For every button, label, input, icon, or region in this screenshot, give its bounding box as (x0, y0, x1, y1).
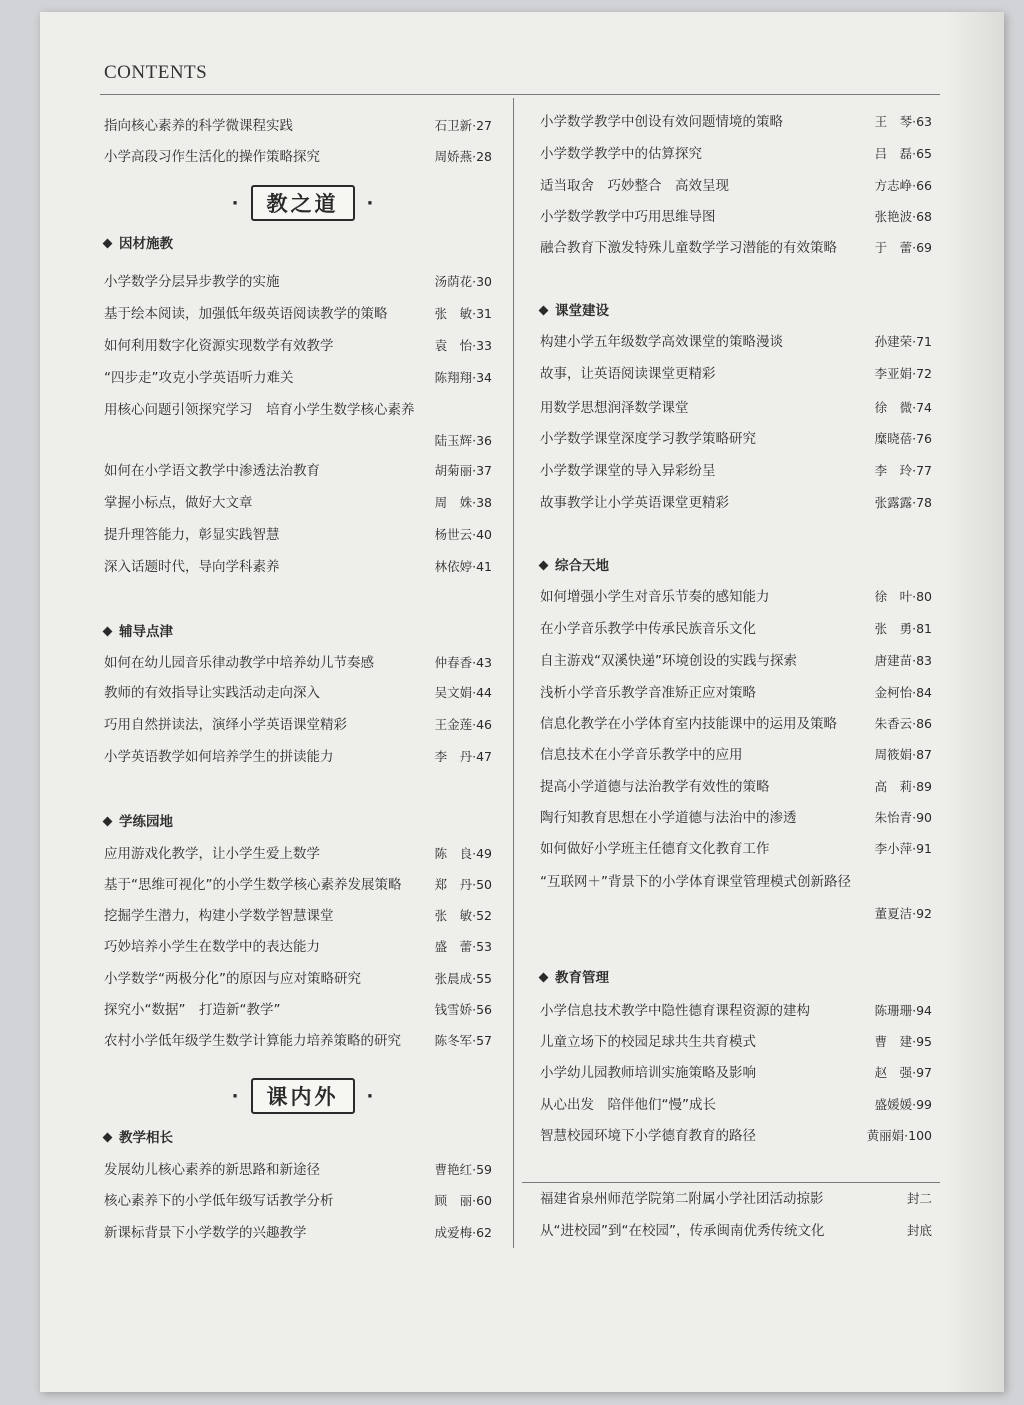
toc-entry[interactable] (540, 1030, 932, 1054)
toc-entry[interactable] (104, 904, 492, 928)
section-heading-label: 辅导点津 (119, 624, 173, 640)
toc-entry-author-page: 陈 良·49 (434, 846, 492, 861)
toc-entry[interactable] (540, 205, 932, 229)
toc-entry[interactable] (540, 585, 932, 609)
toc-entry[interactable] (540, 236, 932, 260)
toc-entry-author-page: 孙建荣·71 (874, 334, 932, 349)
toc-entry-author-page: 张晨成·55 (434, 971, 492, 986)
toc-entry-title: “互联网＋”背景下的小学体育课堂管理模式创新路径 (540, 874, 851, 890)
toc-entry-author-page: 封底 (906, 1223, 932, 1238)
header-divider (100, 94, 940, 95)
section-heading-label: 课堂建设 (555, 303, 609, 319)
toc-entry[interactable] (104, 145, 492, 169)
toc-entry[interactable] (104, 842, 492, 866)
toc-entry-author-page: 于 蕾·69 (874, 240, 932, 255)
toc-entry[interactable] (104, 366, 492, 390)
toc-entry[interactable] (104, 713, 492, 737)
diamond-bullet-icon (103, 239, 113, 249)
diamond-bullet-icon (539, 973, 549, 983)
toc-entry-title: 基于绘本阅读，加强低年级英语阅读教学的策略 (104, 306, 388, 322)
banner-dot-right: · (366, 192, 374, 214)
toc-entry-title: 小学数学“两极分化”的原因与应对策略研究 (104, 971, 361, 987)
toc-entry[interactable] (540, 427, 932, 451)
toc-entry-title: 信息化教学在小学体育室内技能课中的运用及策略 (540, 716, 837, 732)
banner-title: 教之道 (251, 185, 355, 221)
toc-entry-title: 巧用自然拼读法，演绎小学英语课堂精彩 (104, 717, 347, 733)
toc-entry-author-page: 王 琴·63 (874, 114, 932, 129)
toc-entry[interactable] (104, 651, 492, 675)
toc-entry-title: 指向核心素养的科学微课程实践 (104, 118, 293, 134)
page-header-title: CONTENTS (104, 62, 208, 83)
toc-entry-title: 在小学音乐教学中传承民族音乐文化 (540, 621, 756, 637)
toc-entry-title: 基于“思维可视化”的小学生数学核心素养发展策略 (104, 877, 402, 893)
toc-entry[interactable] (104, 873, 492, 897)
toc-entry-title: 自主游戏“双溪快递”环境创设的实践与探索 (540, 653, 797, 669)
toc-entry-author-page: 顾 丽·60 (434, 1193, 492, 1208)
toc-entry-title: 农村小学低年级学生数学计算能力培养策略的研究 (104, 1033, 401, 1049)
toc-entry-author-page: 王金莲·46 (434, 717, 492, 732)
toc-entry-title: 小学英语教学如何培养学生的拼读能力 (104, 749, 334, 765)
toc-entry[interactable] (540, 617, 932, 641)
toc-entry-title: 福建省泉州师范学院第二附属小学社团活动掠影 (540, 1191, 824, 1207)
toc-entry-title: 小学数学课堂深度学习教学策略研究 (540, 431, 756, 447)
toc-entry-author-page: 周娇燕·28 (434, 149, 492, 164)
toc-entry[interactable] (104, 491, 492, 515)
toc-entry-title: 探究小“数据” 打造新“教学” (104, 1002, 281, 1018)
toc-entry-author-page: 糜晓蓓·76 (874, 431, 932, 446)
toc-entry[interactable] (540, 330, 932, 354)
toc-entry[interactable] (540, 1187, 932, 1211)
toc-entry-title: 应用游戏化教学，让小学生爱上数学 (104, 846, 320, 862)
toc-entry[interactable] (540, 459, 932, 483)
toc-entry-title: 如何在幼儿园音乐律动教学中培养幼儿节奏感 (104, 655, 374, 671)
toc-entry-author-page: 盛媛媛·99 (874, 1097, 932, 1112)
section-heading (100, 811, 173, 833)
toc-entry[interactable] (104, 429, 492, 453)
toc-entry-title: 发展幼儿核心素养的新思路和新途径 (104, 1162, 320, 1178)
toc-entry-title: 巧妙培养小学生在数学中的表达能力 (104, 939, 320, 955)
toc-entry[interactable] (540, 142, 932, 166)
toc-entry-author-page: 胡菊丽·37 (434, 463, 492, 478)
toc-entry[interactable] (540, 1124, 932, 1148)
toc-entry[interactable] (104, 935, 492, 959)
toc-entry-title: 如何在小学语文教学中渗透法治教育 (104, 463, 320, 479)
toc-entry-author-page: 郑 丹·50 (434, 877, 492, 892)
diamond-bullet-icon (103, 1133, 113, 1143)
toc-entry-author-page: 仲春香·43 (434, 655, 492, 670)
toc-entry-author-page: 陈翔翔·34 (434, 370, 492, 385)
toc-entry-author-page: 周 姝·38 (434, 495, 492, 510)
banner-dot-left: · (231, 192, 239, 214)
toc-entry[interactable] (540, 1219, 932, 1243)
toc-entry-title: 小学高段习作生活化的操作策略探究 (104, 149, 320, 165)
toc-entry-title: 儿童立场下的校园足球共生共育模式 (540, 1034, 756, 1050)
toc-entry-author-page: 成爱梅·62 (434, 1225, 492, 1240)
toc-entry[interactable] (540, 681, 932, 705)
section-heading (536, 555, 609, 577)
toc-entry-author-page: 张艳波·68 (874, 209, 932, 224)
toc-entry[interactable] (104, 1158, 492, 1182)
toc-entry-title: 挖掘学生潜力，构建小学数学智慧课堂 (104, 908, 334, 924)
toc-entry-title: 小学幼儿园教师培训实施策略及影响 (540, 1065, 756, 1081)
toc-entry-author-page: 董夏洁·92 (874, 906, 932, 921)
section-heading (536, 967, 609, 989)
banner-title: 课内外 (251, 1078, 355, 1114)
toc-entry[interactable] (104, 334, 492, 358)
toc-entry-author-page: 盛 蕾·53 (434, 939, 492, 954)
toc-entry-author-page: 李亚娟·72 (874, 366, 932, 381)
section-heading-label: 因材施教 (119, 236, 173, 252)
toc-entry-title: 故事，让英语阅读课堂更精彩 (540, 366, 716, 382)
section-heading-label: 学练园地 (119, 814, 173, 830)
toc-entry-author-page: 钱雪娇·56 (434, 1002, 492, 1017)
toc-entry[interactable] (104, 998, 492, 1022)
toc-entry-title: 小学数学教学中创设有效问题情境的策略 (540, 114, 783, 130)
toc-entry-author-page: 石卫新·27 (434, 118, 492, 133)
toc-entry-author-page: 徐 叶·80 (874, 589, 932, 604)
toc-entry[interactable] (104, 1029, 492, 1053)
toc-entry[interactable] (540, 174, 932, 198)
toc-entry-author-page: 金柯怡·84 (874, 685, 932, 700)
toc-entry-author-page: 方志峥·66 (874, 178, 932, 193)
toc-entry[interactable] (540, 743, 932, 767)
toc-entry-author-page: 曹艳红·59 (434, 1162, 492, 1177)
toc-entry[interactable] (540, 1093, 932, 1117)
toc-entry-title: 小学数学课堂的导入异彩纷呈 (540, 463, 716, 479)
toc-entry-author-page: 曹 建·95 (874, 1034, 932, 1049)
toc-entry-author-page: 袁 怡·33 (434, 338, 492, 353)
toc-entry-title: 从“进校园”到“在校园”，传承闽南优秀传统文化 (540, 1223, 825, 1239)
toc-entry-title: 教师的有效指导让实践活动走向深入 (104, 685, 320, 701)
diamond-bullet-icon (539, 306, 549, 316)
toc-entry[interactable] (540, 396, 932, 420)
toc-entry-author-page: 汤荫花·30 (434, 274, 492, 289)
toc-entry-author-page: 林依婷·41 (434, 559, 492, 574)
toc-entry[interactable] (104, 523, 492, 547)
toc-entry-title: 从心出发 陪伴他们“慢”成长 (540, 1097, 716, 1113)
toc-entry-title: 构建小学五年级数学高效课堂的策略漫谈 (540, 334, 783, 350)
toc-entry-title: 如何利用数字化资源实现数学有效教学 (104, 338, 334, 354)
section-heading (536, 300, 609, 322)
toc-entry[interactable] (104, 302, 492, 326)
toc-entry-title: 提高小学道德与法治教学有效性的策略 (540, 779, 770, 795)
toc-entry-title: 新课标背景下小学数学的兴趣教学 (104, 1225, 307, 1241)
toc-entry-author-page: 吴文娟·44 (434, 685, 492, 700)
toc-entry-title: 核心素养下的小学低年级写话教学分析 (104, 1193, 334, 1209)
toc-entry[interactable] (104, 555, 492, 579)
toc-entry-author-page: 徐 微·74 (874, 400, 932, 415)
section-heading (100, 233, 173, 255)
toc-entry[interactable] (540, 712, 932, 736)
toc-entry-author-page: 陆玉辉·36 (434, 433, 492, 448)
toc-entry-author-page: 张露露·78 (874, 495, 932, 510)
toc-entry[interactable] (104, 1189, 492, 1213)
toc-entry-author-page: 陈冬军·57 (434, 1033, 492, 1048)
toc-entry[interactable] (540, 491, 932, 515)
toc-entry-author-page: 赵 强·97 (874, 1065, 932, 1080)
toc-entry[interactable] (540, 870, 932, 894)
diamond-bullet-icon (103, 627, 113, 637)
toc-entry-title: 小学数学教学中的估算探究 (540, 146, 702, 162)
toc-entry-author-page: 杨世云·40 (434, 527, 492, 542)
toc-entry[interactable] (104, 681, 492, 705)
toc-entry-author-page: 封二 (906, 1191, 932, 1206)
toc-entry[interactable] (540, 110, 932, 134)
toc-entry[interactable] (104, 459, 492, 483)
toc-entry-title: 提升理答能力，彰显实践智慧 (104, 527, 280, 543)
section-heading-label: 综合天地 (555, 558, 609, 574)
toc-entry[interactable] (540, 775, 932, 799)
toc-entry[interactable] (540, 362, 932, 386)
column-divider (513, 98, 514, 1248)
toc-entry-title: 用核心问题引领探究学习 培育小学生数学核心素养 (104, 402, 415, 418)
toc-entry-title: 小学数学分层异步教学的实施 (104, 274, 280, 290)
toc-entry[interactable] (104, 967, 492, 991)
toc-entry-title: 适当取舍 巧妙整合 高效呈现 (540, 178, 729, 194)
toc-entry-author-page: 张 敏·52 (434, 908, 492, 923)
toc-entry-title: 小学信息技术教学中隐性德育课程资源的建构 (540, 1003, 810, 1019)
toc-entry-title: 浅析小学音乐教学音准矫正应对策略 (540, 685, 756, 701)
toc-entry-title: 信息技术在小学音乐教学中的应用 (540, 747, 743, 763)
toc-entry-title: 如何做好小学班主任德育文化教育工作 (540, 841, 770, 857)
section-heading (100, 1127, 173, 1149)
toc-entry-title: 陶行知教育思想在小学道德与法治中的渗透 (540, 810, 797, 826)
toc-entry-author-page: 吕 磊·65 (874, 146, 932, 161)
toc-entry-title: 掌握小标点，做好大文章 (104, 495, 253, 511)
toc-entry[interactable] (540, 902, 932, 926)
toc-entry-author-page: 周筱娟·87 (874, 747, 932, 762)
toc-entry-title: 深入话题时代，导向学科素养 (104, 559, 280, 575)
toc-entry-title: 用数学思想润泽数学课堂 (540, 400, 689, 416)
toc-entry-title: 如何增强小学生对音乐节奏的感知能力 (540, 589, 770, 605)
banner-dot-left: · (231, 1085, 239, 1107)
toc-entry[interactable] (104, 270, 492, 294)
toc-entry-author-page: 唐建苗·83 (874, 653, 932, 668)
section-heading-label: 教育管理 (555, 970, 609, 986)
toc-entry-author-page: 李 玲·77 (874, 463, 932, 478)
toc-entry[interactable] (540, 649, 932, 673)
toc-entry-author-page: 李小萍·91 (874, 841, 932, 856)
covers-divider (522, 1182, 940, 1183)
toc-entry[interactable] (104, 745, 492, 769)
toc-entry-author-page: 李 丹·47 (434, 749, 492, 764)
toc-entry[interactable] (104, 114, 492, 138)
page-shadow (944, 12, 1004, 1392)
toc-entry-author-page: 张 敏·31 (434, 306, 492, 321)
toc-entry-title: 故事教学让小学英语课堂更精彩 (540, 495, 729, 511)
toc-entry-author-page: 朱香云·86 (874, 716, 932, 731)
toc-entry-author-page: 陈珊珊·94 (874, 1003, 932, 1018)
toc-entry-author-page: 高 莉·89 (874, 779, 932, 794)
toc-entry-author-page: 张 勇·81 (874, 621, 932, 636)
toc-entry[interactable] (104, 398, 492, 422)
toc-entry-title: 智慧校园环境下小学德育教育的路径 (540, 1128, 756, 1144)
toc-entry[interactable] (104, 1221, 492, 1245)
column-banner (100, 188, 505, 218)
toc-entry-author-page: 朱怡青·90 (874, 810, 932, 825)
diamond-bullet-icon (539, 561, 549, 571)
diamond-bullet-icon (103, 817, 113, 827)
toc-entry[interactable] (540, 999, 932, 1023)
toc-entry-title: “四步走”攻克小学英语听力难关 (104, 370, 294, 386)
section-heading-label: 教学相长 (119, 1130, 173, 1146)
toc-entry-title: 小学数学教学中巧用思维导图 (540, 209, 716, 225)
toc-entry-title: 融合教育下激发特殊儿童数学学习潜能的有效策略 (540, 240, 837, 256)
toc-entry[interactable] (540, 1061, 932, 1085)
column-banner (100, 1081, 505, 1111)
section-heading (100, 621, 173, 643)
toc-entry[interactable] (540, 837, 932, 861)
toc-entry-author-page: 黄丽娟·100 (866, 1128, 932, 1143)
banner-dot-right: · (366, 1085, 374, 1107)
toc-entry[interactable] (540, 806, 932, 830)
